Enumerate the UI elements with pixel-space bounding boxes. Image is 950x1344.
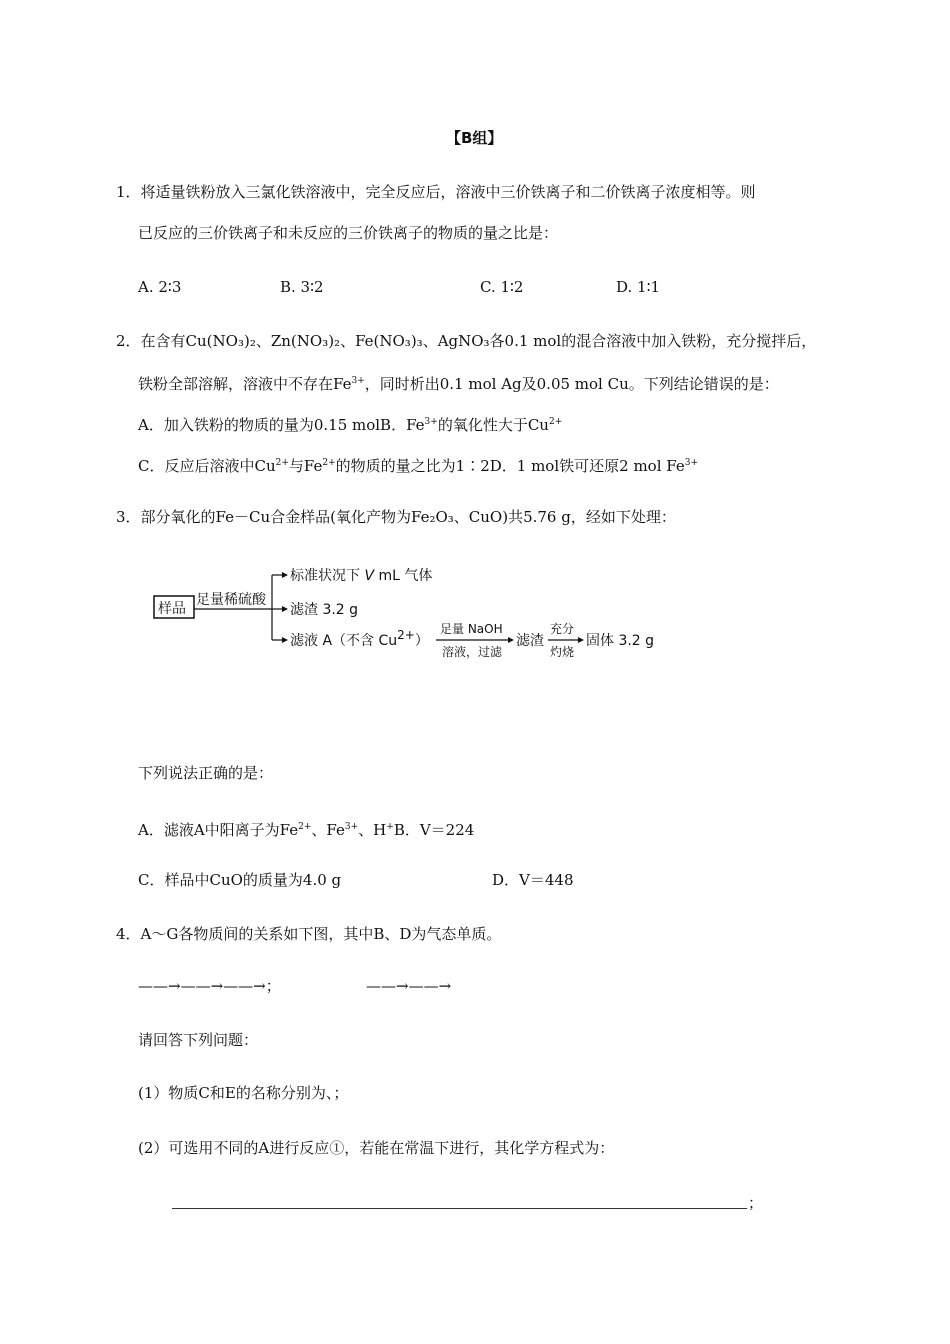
answer-blank-line[interactable]	[172, 1208, 747, 1209]
q1-option-b: B. 3∶2	[280, 278, 324, 296]
reagent-label: 足量稀硫酸	[196, 592, 266, 608]
naoh-label: 足量 NaOH	[440, 622, 503, 636]
q1-line2: 已反应的三价铁离子和未反应的三价铁离子的物质的量之比是：	[138, 224, 559, 242]
sample-label: 样品	[158, 601, 186, 617]
q2-line2: 铁粉全部溶解，溶液中不存在$Fe^{3+}$，同时析出0.1 mol Ag及0.05 mol Cu。下列结论错误的是：	[138, 375, 779, 393]
q1-line1: 1．将适量铁粉放入三氯化铁溶液中，完全反应后，溶液中三价铁离子和二价铁离子浓度相等。则	[116, 183, 756, 201]
section-heading: 【B组】	[446, 129, 503, 147]
q1-option-a: A. 2∶3	[138, 278, 182, 296]
q2-option-ab: A．加入铁粉的物质的量为0.15 molB．$Fe^{3+}$的氧化性大于$Cu^{2+}$	[138, 416, 563, 434]
q4-arrows-1: ——→——→——→；	[138, 977, 281, 995]
filter-label: 溶液，过滤	[442, 645, 503, 659]
q4-arrows-2: ——→——→	[366, 977, 452, 995]
q1-option-c: C. 1∶2	[480, 278, 524, 296]
process-flow-diagram	[150, 560, 670, 670]
filtrate-label: 滤液 A（不含 Cu2+）	[290, 628, 429, 649]
q4-sub2: (2）可选用不同的A进行反应①，若能在常温下进行，其化学方程式为：	[138, 1139, 615, 1157]
gas-label: 标准状况下 V mL 气体	[290, 568, 433, 584]
q4-line1: 4．A～G各物质间的关系如下图，其中B、D为气态单质。	[116, 925, 502, 943]
residue2-label: 滤渣	[516, 633, 544, 649]
burn-bottom-label: 灼烧	[550, 645, 575, 659]
burn-top-label: 充分	[550, 622, 575, 636]
q3-option-d: D．V＝448	[492, 871, 574, 889]
q4-prompt: 请回答下列问题：	[138, 1031, 259, 1049]
q3-prompt: 下列说法正确的是：	[138, 764, 274, 782]
answer-semicolon: ；	[748, 1194, 764, 1212]
q4-sub1: (1）物质C和E的名称分别为、；	[138, 1084, 349, 1102]
q3-option-ab: A．滤液A中阳离子为$Fe^{2+}$、$Fe^{3+}$、H+B．V＝224	[138, 821, 475, 839]
q2-line1: 2．在含有Cu(NO₃)₂、Zn(NO₃)₂、Fe(NO₃)₃、AgNO₃各0.1 mol的混合溶液中加入铁粉，充分搅拌后，	[116, 332, 817, 350]
q3-option-c: C．样品中CuO的质量为4.0 g	[138, 871, 342, 889]
q2-option-cd: C．反应后溶液中$Cu^{2+}$与$Fe^{2+}$的物质的量之比为1∶2D．1 mol铁可还原2 mol $Fe^{3+}$	[138, 457, 699, 475]
residue-label: 滤渣 3.2 g	[290, 602, 359, 618]
solid-label: 固体 3.2 g	[586, 633, 655, 649]
q1-option-d: D. 1∶1	[616, 278, 661, 296]
q3-line1: 3．部分氧化的Fe－Cu合金样品(氧化产物为Fe₂O₃、CuO)共5.76 g，经如下处理：	[116, 508, 676, 526]
